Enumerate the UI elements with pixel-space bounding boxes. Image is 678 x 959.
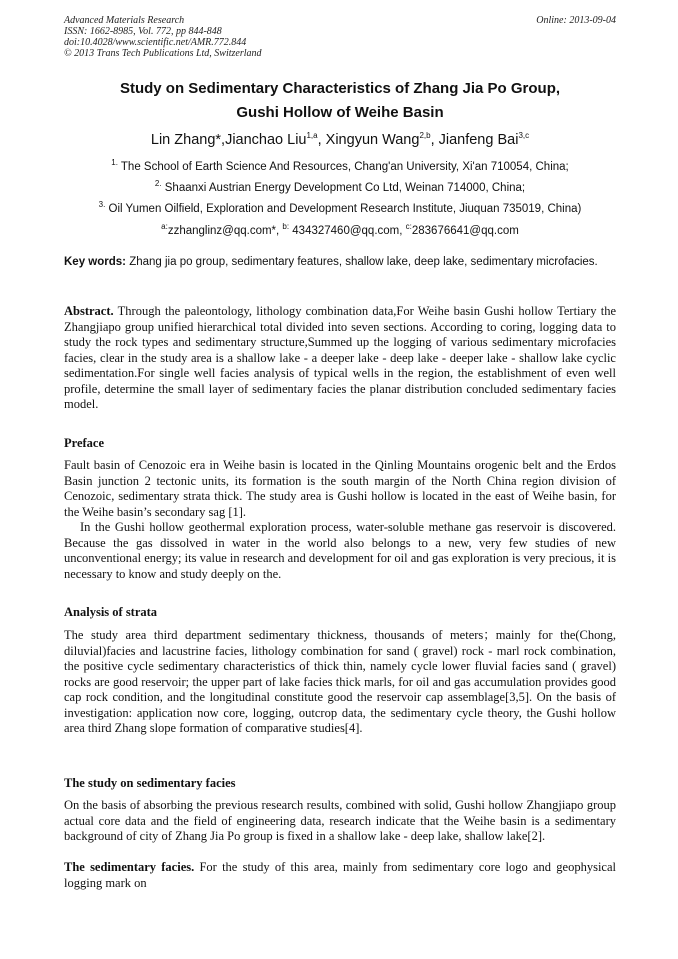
affiliation-mark: 2. [154, 179, 162, 188]
email-address: zzhanglinz@qq.com*, [167, 224, 283, 237]
journal-doi: doi:10.4028/www.scientific.net/AMR.772.844 [64, 37, 247, 48]
journal-issn: ISSN: 1662-8985, Vol. 772, pp 844-848 [64, 26, 222, 37]
affiliation-mark: 1. [111, 158, 118, 167]
keywords-text: Zhang jia po group, sedimentary features, shallow lake, deep lake, sedimentary microfacies. [126, 256, 598, 268]
strata-paragraph: The study area third department sedimentary thickness, thousands of meters；mainly for the(Chong, diluvial)facies and lacustrine facies, lithology combination for sand ( gravel) rock - marl rock combination, the positive cycle sedimentary characteristics of thick thin, namely cycle lower fluvial facies sand ( gravel) rocks are good reservoir; the upper part of lake facies thick marls, for oil and gas accumulation provides good cap rock condition, and the longitudinal constitute good the reservoir cap assemblage[3,5]. On the basis of investigation: application now core, logging, outcrop data, the sedimentary cycle theory, the Gushi hollow area third Zhang slope formation of comparative studies[4]. [64, 628, 616, 735]
abstract [64, 304, 616, 413]
affiliation-text: Shaanxi Austrian Energy Development Co Ltd, Weinan 714000, China; [161, 181, 526, 194]
author-emails [64, 220, 616, 238]
journal-copyright: © 2013 Trans Tech Publications Ltd, Switzerland [64, 48, 262, 59]
affiliation-2 [40, 177, 640, 195]
email-address: 283676641@qq.com [411, 224, 519, 237]
affiliation-mark: 3. [98, 200, 106, 209]
section-heading-preface: Preface [64, 436, 105, 450]
email-mark: a: [161, 222, 168, 231]
section-heading-sedimentary-facies: The study on sedimentary facies [64, 776, 236, 790]
keywords-label: Key words: [64, 256, 126, 268]
affiliation-1 [40, 156, 640, 174]
online-date: Online: 2013-09-04 [536, 15, 616, 26]
email-address: 434327460@qq.com, [289, 224, 406, 237]
affiliation-3 [40, 198, 640, 216]
affiliation-text: Oil Yumen Oilfield, Exploration and Development Research Institute, Jiuquan 735019, China) [105, 202, 582, 215]
author-list [64, 127, 616, 149]
facies-paragraph-2 [64, 860, 616, 891]
paper-title-line-2: Gushi Hollow of Weihe Basin [236, 104, 444, 121]
author-name: , Jianfeng Bai [430, 131, 519, 148]
preface-paragraph-1: Fault basin of Cenozoic era in Weihe basin is located in the Qinling Mountains orogenic belt and the Erdos Basin junction 2 tectonic units, its formation is the south margin of the North China region division of Cenozoic, sedimentary strata thick. The study area is Gushi hollow is located in the east of Weihe basin, for the Weihe basin’s secondary sag [1]. [64, 458, 616, 519]
facies-subheading: The sedimentary facies. [64, 860, 195, 874]
email-mark: c: [405, 222, 412, 231]
abstract-label: Abstract. [64, 304, 114, 318]
facies-paragraph-1: On the basis of absorbing the previous research results, combined with solid, Gushi hollow Zhangjiapo group actual core data and the field of engineering data, research indicate that the Weihe basin is a sedimentary background of city of Zhang Jia Po group is fixed in a shallow lake - deep lake, shallow lake[2]. [64, 798, 616, 843]
author-superscript: 2,b [419, 131, 431, 140]
abstract-text: Through the paleontology, lithology combination data,For Weihe basin Gushi hollow Tertiary the Zhangjiapo group unified hierarchical total divided into seven sections. According to coring, logging data to study the rock types and sedimentary structure,Summed up the logging of various sedimentary microfacies facies, clear in the study area is a shallow lake - a deeper lake - deep lake - deeper lake - shallow lake cyclic sedimentation.For single well facies analysis of typical wells in the region, the establishment of even well profile, determine the small layer of sedimentary facies the planar distribution concluded sedimentary facies model. [64, 304, 616, 411]
affiliation-text: The School of Earth Science And Resources, Chang'an University, Xi'an 710054, China; [117, 160, 569, 173]
keywords [64, 255, 616, 269]
author-name: Jianchao Liu [225, 131, 307, 148]
journal-header [64, 15, 616, 59]
author-name: , Xingyun Wang [317, 131, 420, 148]
author-superscript: 1,a [306, 131, 318, 140]
preface-paragraph-2: In the Gushi hollow geothermal exploration process, water-soluble methane gas reservoir is discovered. Because the gas dissolved in water in the world also belongs to a new, very few studies of new unconventional energy; its value in research and development for oil and gas exploration is very precious, it is necessary to know and study deeply on the. [64, 520, 616, 581]
author-name: Lin Zhang*, [150, 131, 226, 148]
section-heading-strata: Analysis of strata [64, 605, 158, 619]
journal-name: Advanced Materials Research [64, 15, 185, 26]
author-superscript: 3,c [518, 131, 530, 140]
email-mark: b: [282, 222, 290, 231]
facies-paragraph-2-text: For the study of this area, mainly from sedimentary core logo and geophysical logging mark on [64, 860, 617, 890]
paper-title-line-1: Study on Sedimentary Characteristics of Zhang Jia Po Group, [119, 80, 561, 97]
